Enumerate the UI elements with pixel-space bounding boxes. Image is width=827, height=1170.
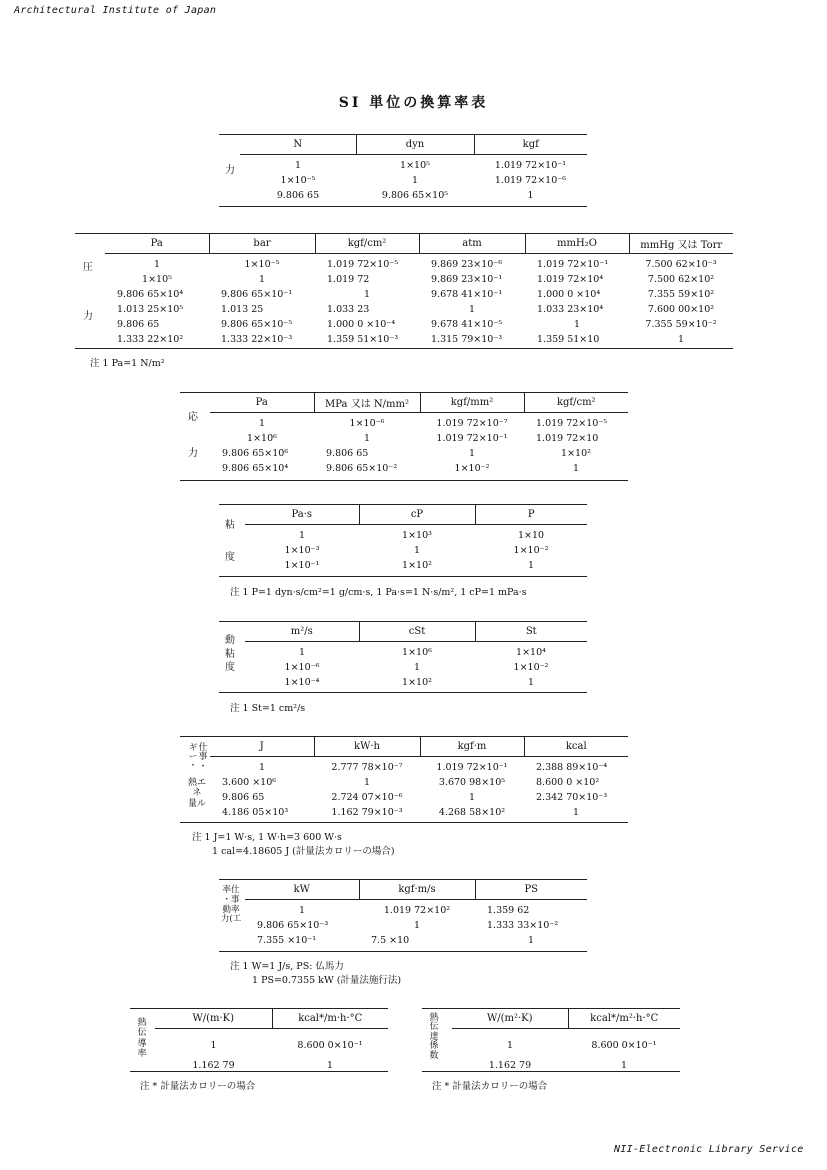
- table-row: [210, 775, 628, 790]
- table-cell: 1.333 22×10⁻³: [221, 334, 293, 345]
- table-cell: 1: [527, 190, 534, 201]
- conductivity-label-3: 導: [137, 1038, 147, 1049]
- table-row: [105, 287, 733, 302]
- table-cell: 1: [468, 792, 476, 803]
- energy-label-c2: エ: [197, 778, 207, 788]
- table-row: [210, 805, 628, 820]
- table-cell: 3.670 98×10⁵: [438, 777, 506, 788]
- conductivity-label-2: 伝: [137, 1028, 147, 1039]
- table-cell: 1×10⁶: [402, 647, 432, 658]
- table-cell: 2.724 07×10⁻⁶: [331, 792, 403, 803]
- table-row: [452, 1055, 680, 1075]
- table-cell: 1×10⁻³: [284, 545, 320, 556]
- stress-table: [210, 393, 628, 476]
- table-cell: 1: [527, 935, 535, 946]
- table-cell: 2.342 70×10⁻³: [536, 792, 608, 803]
- table-cell: 1×10⁻²: [513, 662, 549, 673]
- table-cell: 1: [363, 289, 371, 300]
- table-row: [240, 173, 587, 188]
- table-cell: 8.600 0×10⁻¹: [591, 1039, 657, 1051]
- stress-header-mpa: MPa 又は N/mm²: [314, 393, 420, 413]
- table-cell: 7.355 59×10⁻²: [645, 319, 717, 330]
- table-cell: 1.019 72×10⁻¹: [436, 762, 508, 773]
- table-cell: 1×10⁻²: [513, 545, 549, 556]
- power-label-1: 率仕: [222, 885, 240, 895]
- table-cell: 7.355 ×10⁻¹: [257, 935, 317, 946]
- kinematic-label-3: 度: [225, 662, 235, 673]
- pressure-header-pa: Pa: [105, 234, 209, 254]
- force-table: [240, 135, 587, 203]
- table-row: [155, 1055, 388, 1075]
- table-cell: 1.019 72: [327, 274, 370, 285]
- table-cell: 1.315 79×10⁻³: [431, 334, 503, 345]
- stress-label-top: 応: [188, 412, 198, 423]
- table-cell: 1: [573, 319, 581, 330]
- power-label-3: 動率: [222, 904, 240, 915]
- pressure-label-top: 圧: [83, 262, 93, 273]
- kinematic-label-2: 粘: [225, 648, 235, 660]
- pressure-header-mmhg: mmHg 又は Torr: [629, 234, 733, 254]
- table-cell: 1.033 23: [327, 304, 370, 315]
- table-row: [210, 790, 628, 805]
- pressure-header-bar: bar: [209, 234, 315, 254]
- table-cell: 1: [258, 418, 266, 429]
- force-label: 力: [225, 165, 235, 176]
- transfer-label-3: 達: [429, 1031, 439, 1042]
- table-cell: 1.333 22×10²: [117, 334, 184, 345]
- pressure-label-bottom: 力: [83, 311, 93, 322]
- power-header-kw: kW: [245, 880, 359, 900]
- table-cell: 1: [326, 1059, 334, 1071]
- kinematic-header-st: St: [475, 622, 587, 642]
- table-row: [210, 757, 628, 776]
- table-cell: 1: [411, 175, 419, 186]
- viscosity-header-cp: cP: [359, 505, 475, 525]
- stress-header-pa: Pa: [210, 393, 314, 413]
- table-cell: 1×10²: [402, 677, 432, 688]
- energy-label-c5: ル: [197, 798, 207, 809]
- kinematic-label-1: 動: [225, 635, 235, 646]
- table-cell: 1.019 72×10⁻⁶: [494, 175, 567, 186]
- table-cell: 1.162 79: [192, 1059, 235, 1071]
- energy-label-c3: ネ: [192, 788, 202, 799]
- table-row: [245, 918, 587, 933]
- table-row: [105, 317, 733, 332]
- table-cell: 1×10⁶: [247, 433, 277, 444]
- table-cell: 1: [153, 259, 161, 270]
- transfer-label-4: 係: [429, 1041, 439, 1052]
- transfer-table: [452, 1009, 680, 1075]
- power-label-2: ・事: [222, 894, 240, 905]
- table-row: [105, 254, 733, 273]
- transfer-header-kcal: kcal*/m²·h·°C: [568, 1009, 680, 1029]
- table-cell: 1×10³: [402, 530, 432, 541]
- table-cell: 1: [258, 762, 266, 773]
- table-cell: 1.359 51×10⁻³: [327, 334, 399, 345]
- table-cell: 1: [298, 530, 306, 541]
- pressure-header-atm: atm: [419, 234, 525, 254]
- table-cell: 1.162 79: [488, 1059, 532, 1071]
- table-cell: 1.000 0 ×10⁴: [537, 289, 601, 300]
- table-cell: 9.806 65: [326, 448, 369, 459]
- table-cell: 9.806 65×10⁵: [381, 190, 449, 201]
- energy-header-kwh: kW·h: [314, 737, 420, 757]
- pressure-note: 注 1 Pa=1 N/m²: [90, 358, 165, 369]
- energy-label-a2: ー: [188, 751, 198, 762]
- table-cell: 7.5 ×10: [371, 935, 410, 946]
- table-cell: 1×10⁻¹: [284, 560, 320, 571]
- kinematic-note: 注 1 St=1 cm²/s: [230, 703, 306, 714]
- table-cell: 1: [468, 448, 476, 459]
- table-cell: 4.186 05×10³: [222, 807, 289, 818]
- table-cell: 7.500 62×10⁻³: [645, 259, 717, 270]
- table-cell: 9.806 65: [117, 319, 160, 330]
- table-row: [245, 933, 587, 948]
- table-cell: 1×10: [517, 530, 545, 541]
- stress-label-bottom: 力: [188, 448, 198, 459]
- table-cell: 9.678 41×10⁻¹: [431, 289, 503, 300]
- table-cell: 1.019 72×10²: [383, 905, 451, 916]
- transfer-label-1: 熱: [429, 1013, 439, 1023]
- table-row: [210, 413, 628, 432]
- energy-label-c1: 熱: [187, 778, 197, 788]
- conductivity-table: [155, 1009, 388, 1075]
- table-cell: 1×10²: [402, 560, 432, 571]
- table-row: [245, 543, 587, 558]
- table-row: [210, 446, 628, 461]
- energy-table: [210, 737, 628, 820]
- footer-library: NII-Electronic Library Service: [614, 1144, 804, 1155]
- table-cell: 1: [506, 1039, 514, 1051]
- power-note-2: 1 PS=0.7355 kW (計量法施行法): [252, 975, 402, 986]
- header-institute: Architectural Institute of Japan: [14, 5, 217, 16]
- table-row: [105, 302, 733, 317]
- table-cell: 1.019 72×10: [536, 433, 599, 444]
- table-cell: 9.806 65: [222, 792, 265, 803]
- energy-note-1: 注 1 J=1 W·s, 1 W·h=3 600 W·s: [192, 832, 342, 843]
- table-cell: 1×10⁻⁵: [244, 259, 280, 270]
- table-cell: 7.500 62×10²: [647, 274, 715, 285]
- stress-header-kgfcm2: kgf/cm²: [524, 393, 628, 413]
- energy-label-a1: ギ: [188, 743, 198, 753]
- viscosity-label-top: 粘: [225, 520, 235, 531]
- energy-note-2: 1 cal=4.18605 J (計量法カロリーの場合): [212, 846, 395, 857]
- table-cell: 1: [677, 334, 685, 345]
- kinematic-header-cst: cSt: [359, 622, 475, 642]
- energy-header-kcal: kcal: [524, 737, 628, 757]
- table-row: [105, 272, 733, 287]
- transfer-label-5: 数: [429, 1050, 439, 1061]
- table-cell: 1×10⁻⁶: [284, 662, 320, 673]
- table-cell: 1: [210, 1039, 217, 1051]
- table-cell: 1.019 72×10⁻¹: [537, 259, 609, 270]
- table-cell: 7.600 00×10²: [647, 304, 715, 315]
- force-header-n: N: [240, 135, 356, 155]
- viscosity-header-p: P: [475, 505, 587, 525]
- table-cell: 1.000 0 ×10⁻⁴: [327, 319, 396, 330]
- stress-header-kgfmm2: kgf/mm²: [420, 393, 524, 413]
- viscosity-note: 注 1 P=1 dyn·s/cm²=1 g/cm·s, 1 Pa·s=1 N·s/m², 1 cP=1 mPa·s: [230, 587, 527, 598]
- table-row: [245, 675, 587, 690]
- table-row: [105, 332, 733, 347]
- energy-header-kgfm: kgf·m: [420, 737, 524, 757]
- table-cell: 1: [363, 777, 371, 788]
- table-cell: 4.268 58×10²: [438, 807, 506, 818]
- table-row: [240, 188, 587, 203]
- table-cell: 9.806 65×10⁴: [222, 463, 289, 474]
- energy-label-b2: 事: [198, 752, 208, 763]
- table-row: [245, 525, 587, 544]
- table-cell: 1: [527, 677, 535, 688]
- table-row: [245, 900, 587, 919]
- power-table: [245, 880, 587, 948]
- table-cell: 1.013 25×10⁵: [117, 304, 184, 315]
- table-cell: 1×10⁻⁵: [280, 175, 316, 186]
- table-cell: 9.806 65×10⁻⁵: [221, 319, 293, 330]
- table-cell: 9.806 65×10⁻¹: [221, 289, 293, 300]
- table-cell: 9.806 65×10⁻²: [326, 463, 398, 474]
- power-label-4: 力(工: [220, 914, 242, 925]
- power-header-kgfms: kgf·m/s: [359, 880, 475, 900]
- table-cell: 1: [298, 647, 306, 658]
- table-cell: 1×10⁻⁶: [349, 418, 385, 429]
- table-cell: 1.019 72×10⁻¹: [494, 160, 567, 171]
- table-cell: 1.019 72×10⁻⁵: [536, 418, 608, 429]
- viscosity-label-bottom: 度: [225, 552, 235, 563]
- force-header-dyn: dyn: [356, 135, 474, 155]
- conductivity-header-si: W/(m·K): [155, 1009, 272, 1029]
- table-cell: 1×10⁻²: [454, 463, 490, 474]
- energy-label-b3: ・: [198, 761, 208, 772]
- table-cell: 1.162 79×10⁻³: [331, 807, 403, 818]
- table-cell: 1: [413, 545, 421, 556]
- table-cell: 1.359 62: [487, 905, 530, 916]
- table-cell: 1.019 72×10⁻⁷: [436, 418, 508, 429]
- table-cell: 9.806 65: [276, 190, 320, 201]
- table-cell: 2.777 78×10⁻⁷: [331, 762, 403, 773]
- table-cell: 1: [468, 304, 476, 315]
- table-cell: 2.388 89×10⁻⁴: [536, 762, 608, 773]
- table-row: [245, 660, 587, 675]
- pressure-header-mmh2o: mmH₂O: [525, 234, 629, 254]
- conductivity-header-kcal: kcal*/m·h·°C: [272, 1009, 388, 1029]
- power-note-1: 注 1 W=1 J/s, PS: 仏馬力: [230, 961, 344, 972]
- energy-header-j: J: [210, 737, 314, 757]
- table-cell: 9.806 65×10⁻³: [257, 920, 329, 931]
- table-row: [245, 642, 587, 661]
- transfer-header-si: W/(m²·K): [452, 1009, 568, 1029]
- kinematic-table: [245, 622, 587, 690]
- table-cell: 1.013 25: [221, 304, 264, 315]
- table-cell: 1: [298, 905, 306, 916]
- table-cell: 1×10⁵: [142, 274, 172, 285]
- table-cell: 1: [413, 920, 421, 931]
- table-cell: 1.033 23×10⁴: [537, 304, 604, 315]
- transfer-label-2: 伝: [429, 1022, 439, 1033]
- table-cell: 1.359 51×10: [537, 334, 600, 345]
- table-cell: 1×10²: [561, 448, 591, 459]
- table-cell: 1.019 72×10⁻⁵: [327, 259, 399, 270]
- viscosity-header-pas: Pa·s: [245, 505, 359, 525]
- table-cell: 1×10⁻⁴: [284, 677, 320, 688]
- kinematic-header-m2s: m²/s: [245, 622, 359, 642]
- table-cell: 8.600 0 ×10²: [536, 777, 600, 788]
- table-cell: 9.869 23×10⁻⁶: [431, 259, 503, 270]
- table-row: [155, 1029, 388, 1056]
- table-cell: 1: [527, 560, 535, 571]
- table-cell: 9.806 65×10⁴: [117, 289, 184, 300]
- table-cell: 3.600 ×10⁶: [222, 777, 277, 788]
- power-header-ps: PS: [475, 880, 587, 900]
- table-cell: 8.600 0×10⁻¹: [297, 1039, 363, 1051]
- pressure-header-kgfcm2: kgf/cm²: [315, 234, 419, 254]
- transfer-note: 注 * 計量法カロリーの場合: [432, 1081, 548, 1092]
- energy-label-b1: 仕: [198, 743, 208, 753]
- table-cell: 1: [413, 662, 421, 673]
- table-row: [245, 558, 587, 573]
- conductivity-note: 注 * 計量法カロリーの場合: [140, 1081, 256, 1092]
- energy-label-c4: 量: [187, 798, 197, 809]
- table-row: [452, 1029, 680, 1056]
- table-cell: 1×10⁴: [516, 647, 546, 658]
- table-cell: 9.678 41×10⁻⁵: [431, 319, 503, 330]
- conductivity-label-4: 率: [137, 1049, 147, 1060]
- table-cell: 1: [572, 807, 580, 818]
- page-title: SI 単位の換算率表: [338, 95, 489, 111]
- viscosity-table: [245, 505, 587, 573]
- energy-label-a3: ・: [188, 760, 198, 771]
- table-row: [210, 431, 628, 446]
- table-cell: 1.019 72×10⁴: [537, 274, 604, 285]
- table-cell: 1.333 33×10⁻²: [487, 920, 559, 931]
- table-row: [210, 461, 628, 476]
- pressure-table: [105, 234, 733, 347]
- table-cell: 1: [258, 274, 266, 285]
- force-header-kgf: kgf: [474, 135, 587, 155]
- table-row: [240, 155, 587, 174]
- table-cell: 1: [572, 463, 580, 474]
- table-cell: 1.019 72×10⁻¹: [436, 433, 508, 444]
- table-cell: 1: [363, 433, 371, 444]
- table-cell: 1×10⁵: [400, 160, 430, 171]
- conductivity-label-1: 熱: [137, 1018, 147, 1028]
- table-cell: 7.355 59×10²: [647, 289, 715, 300]
- table-cell: 9.806 65×10⁶: [222, 448, 289, 459]
- table-cell: 1: [294, 160, 302, 171]
- table-cell: 1: [620, 1059, 628, 1071]
- table-cell: 9.869 23×10⁻¹: [431, 274, 503, 285]
